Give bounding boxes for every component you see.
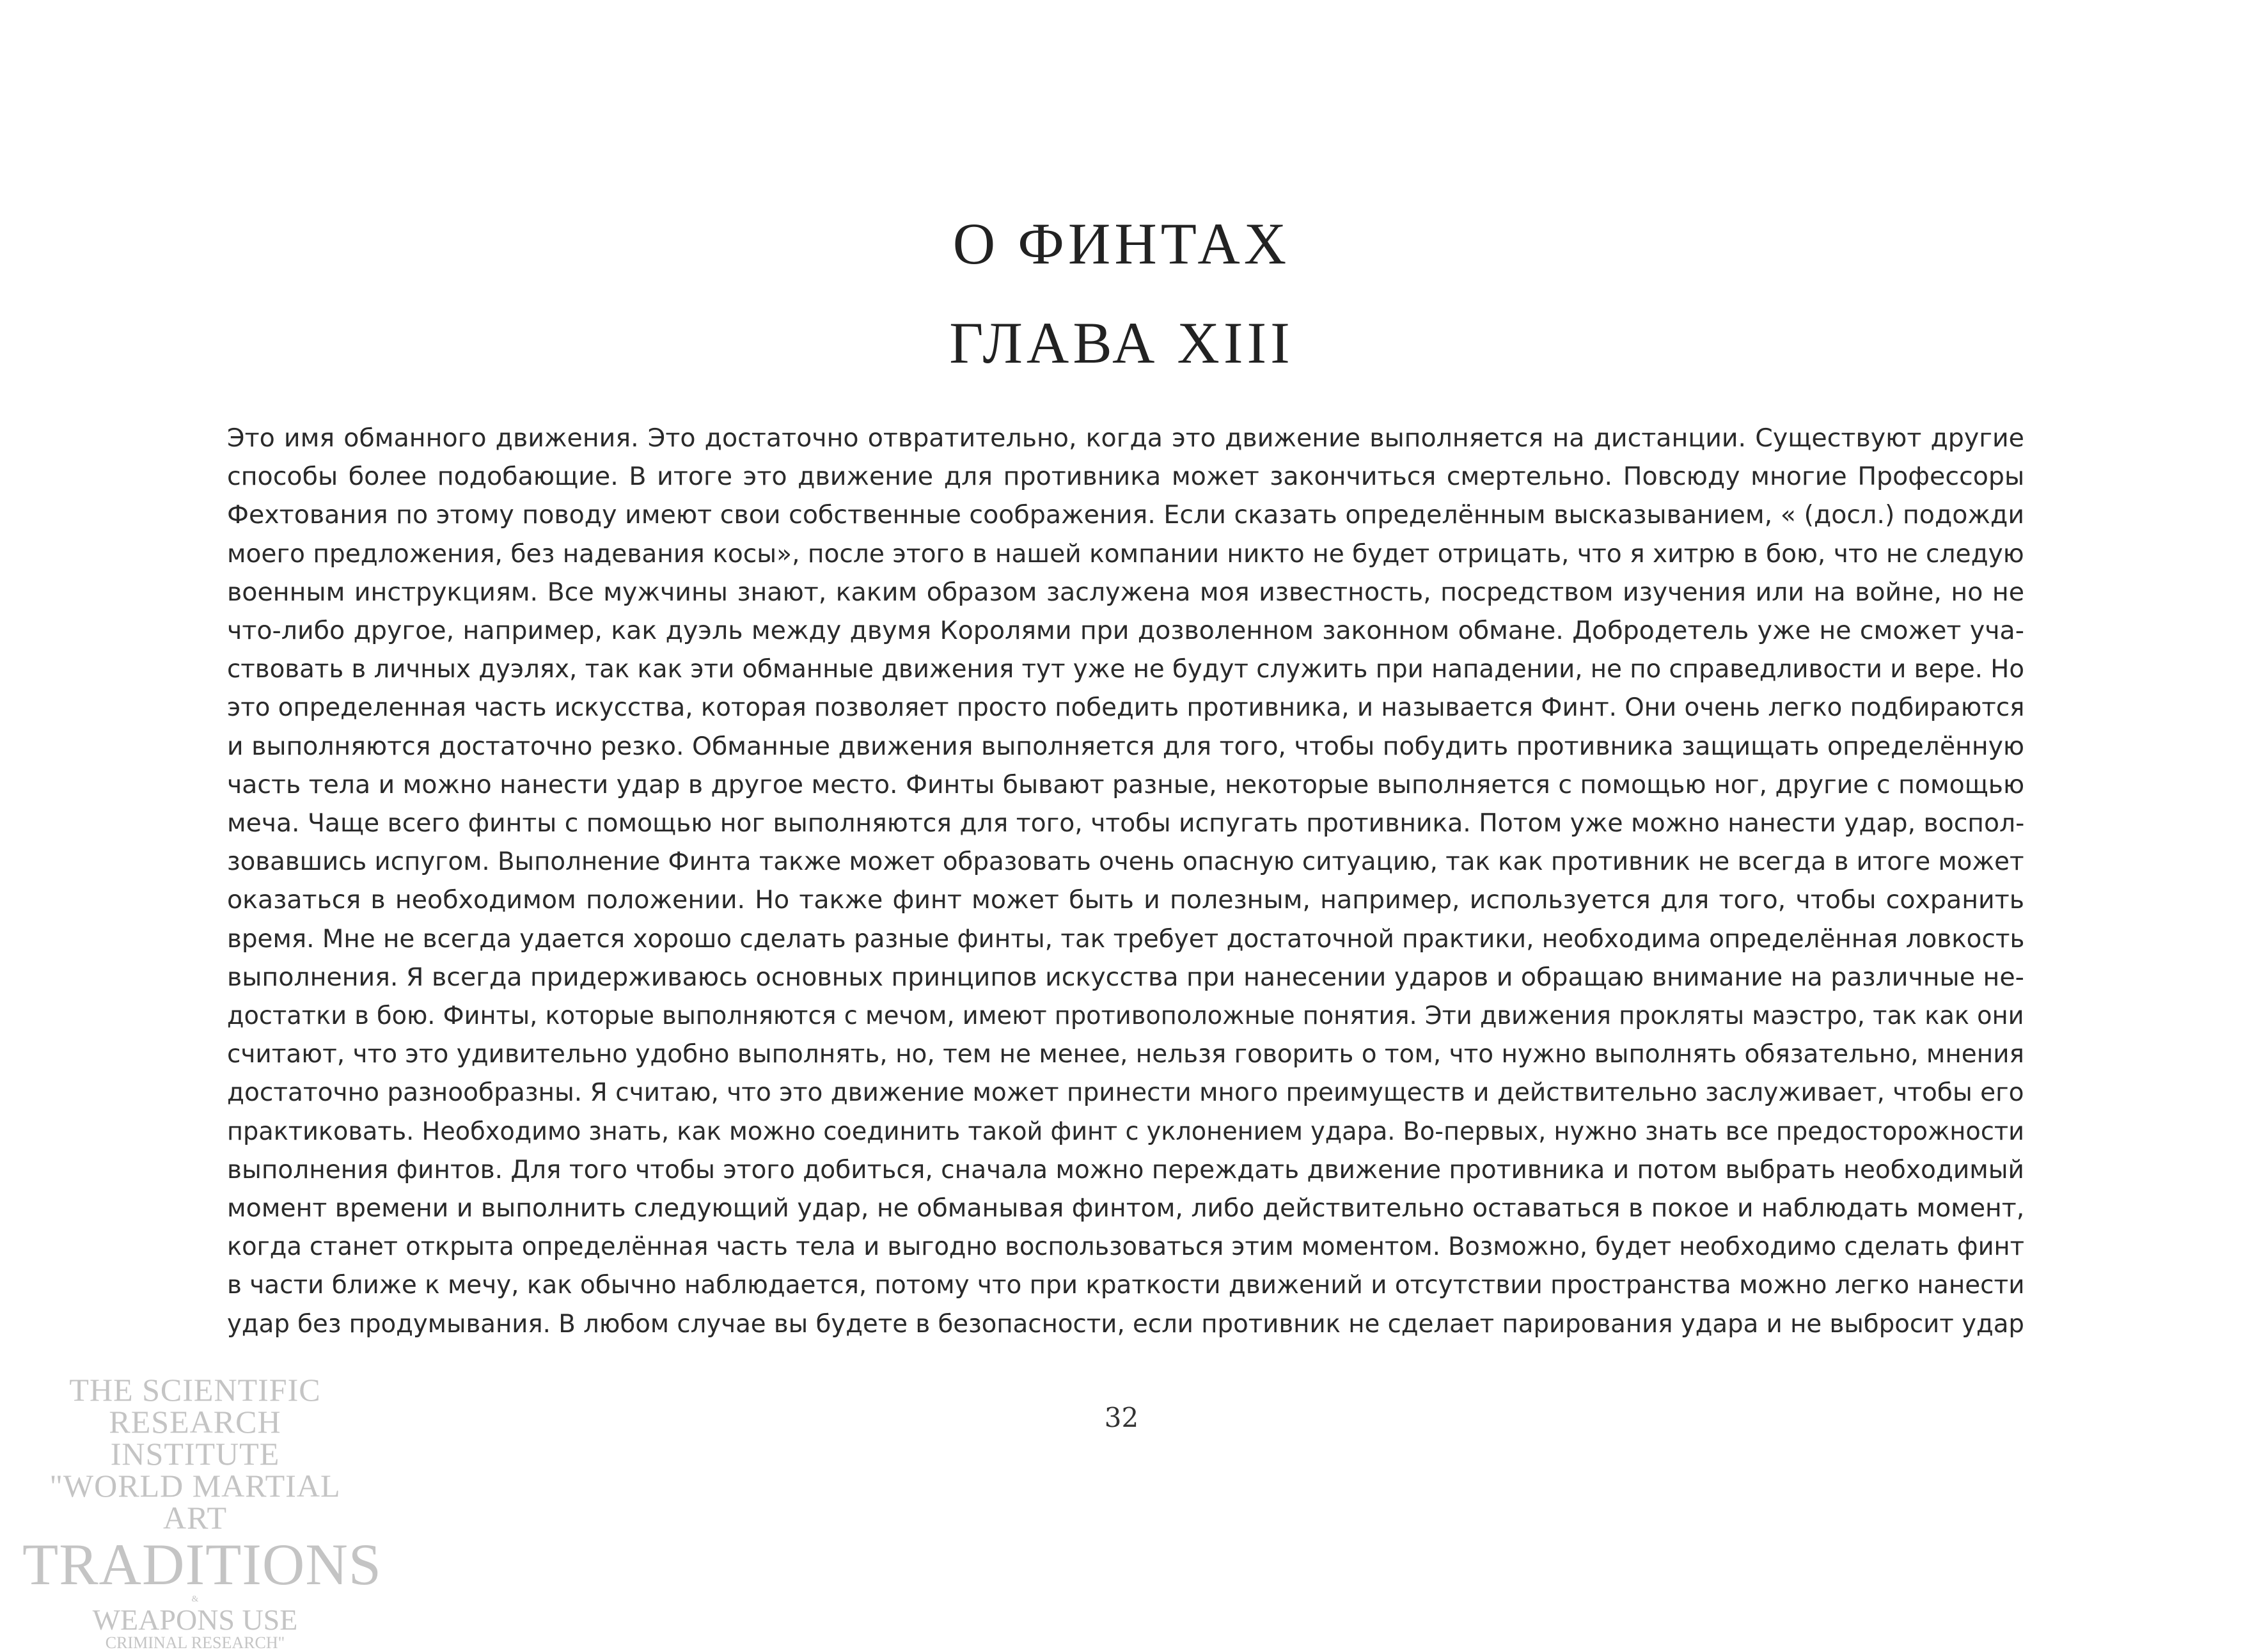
body-line: практиковать. Необходимо знать, как можно соединить такой финт с уклонением удара. Во-первых, нужно знать все предосторожности [227,1116,2024,1146]
body-line: удар без продумывания. В любом случае вы будете в безопасности, если противник не сделает парирования удара и не выбросит удар [227,1309,2024,1339]
body-line: Это имя обманного движения. Это достаточно отвратительно, когда это движение выполняется на дистанции. Существуют другие [227,423,2024,453]
body-line: когда станет открыта определённая часть тела и выгодно воспользоваться этим моментом. Возможно, будет необходимо сделать финт [227,1232,2024,1262]
body-line: ствовать в личных дуэлях, так как эти обманные движения тут уже не будут служить при нападении, не по справедливости и вере. Но [227,654,2024,684]
body-line: оказаться в необходимом положении. Но также финт может быть и полезным, например, используется для того, чтобы сохранить [227,885,2024,915]
body-line: и выполняются достаточно резко. Обманные движения выполняется для того, чтобы побудить противника защищать определённую [227,731,2025,761]
watermark-line: WEAPONS USE [92,1603,298,1636]
chapter-heading: ГЛАВА XIII [949,310,1294,375]
body-line: способы более подобающие. В итоге это движение для противника может закончиться смертельно. Повсюду многие Профессоры [227,462,2025,492]
body-line: достатки в бою. Финты, которые выполняются с мечом, имеют противоположные понятия. Эти движения прокляты маэстро, так как они [227,1001,2024,1031]
body-line: выполнения финтов. Для того чтобы этого добиться, сначала можно переждать движение противника и потом выбрать необходимый [227,1154,2024,1184]
watermark-line: & [191,1594,199,1604]
body-line: момент времени и выполнить следующий удар, не обманывая финтом, либо действительно оставаться в покое и наблюдать момент, [227,1193,2025,1223]
body-line: в части ближе к мечу, как обычно наблюдается, потому что при краткости движений и отсутствии пространства можно легко нанести [227,1270,2025,1300]
body-line: меча. Чаще всего финты с помощью ног выполняются для того, чтобы испугать противника. Потом уже можно нанести удар, воспол- [227,808,2025,838]
body-line: Фехтования по этому поводу имеют свои собственные соображения. Если сказать определённым высказыванием, « (досл.) подожди [227,500,2024,530]
watermark-line: "WORLD MARTIAL ART [49,1468,341,1536]
body-line: военным инструкциям. Все мужчины знают, каким образом заслужена моя известность, посредством изучения или на войне, но не [227,577,2024,607]
body-line: выполнения. Я всегда придерживаюсь основных принципов искусства при нанесении ударов и обращаю внимание на различные не- [227,962,2024,992]
body-line: что-либо другое, например, как дуэль между двумя Королями при дозволенном законном обмане. Добродетель уже не сможет уча- [227,616,2024,646]
watermark-line: CRIMINAL RESEARCH" [105,1633,285,1652]
body-line: считают, что это удивительно удобно выполнять, но, тем не менее, нельзя говорить о том, что нужно выполнять обязательно, мнения [227,1039,2024,1069]
body-line: часть тела и можно нанести удар в другое место. Финты бывают разные, некоторые выполняется с помощью ног, другие с помощью [227,769,2025,799]
body-text [227,419,2024,1343]
institute-watermark [22,1372,382,1652]
section-title: О ФИНТАХ [952,211,1291,276]
page-number: 32 [1104,1402,1139,1433]
body-line: время. Мне не всегда удается хорошо сделать разные финты, так требует достаточной практики, необходима определённая ловкость [227,924,2025,954]
watermark-line: RESEARCH INSTITUTE [109,1404,281,1472]
body-line: моего предложения, без надевания косы», после этого в нашей компании никто не будет отрицать, что я хитрю в бою, что не следую [227,539,2024,569]
body-line: зовавшись испугом. Выполнение Финта также может образовать очень опасную ситуацию, так как противник не всегда в итоге может [227,847,2024,877]
body-line: это определенная часть искусства, которая позволяет просто победить противника, и называется Финт. Они очень легко подбираются [227,693,2025,723]
watermark-line: TRADITIONS [22,1532,382,1597]
body-line: достаточно разнообразны. Я считаю, что это движение может принести много преимуществ и действительно заслуживает, чтобы его [227,1078,2024,1108]
watermark-line: THE SCIENTIFIC [69,1372,321,1408]
